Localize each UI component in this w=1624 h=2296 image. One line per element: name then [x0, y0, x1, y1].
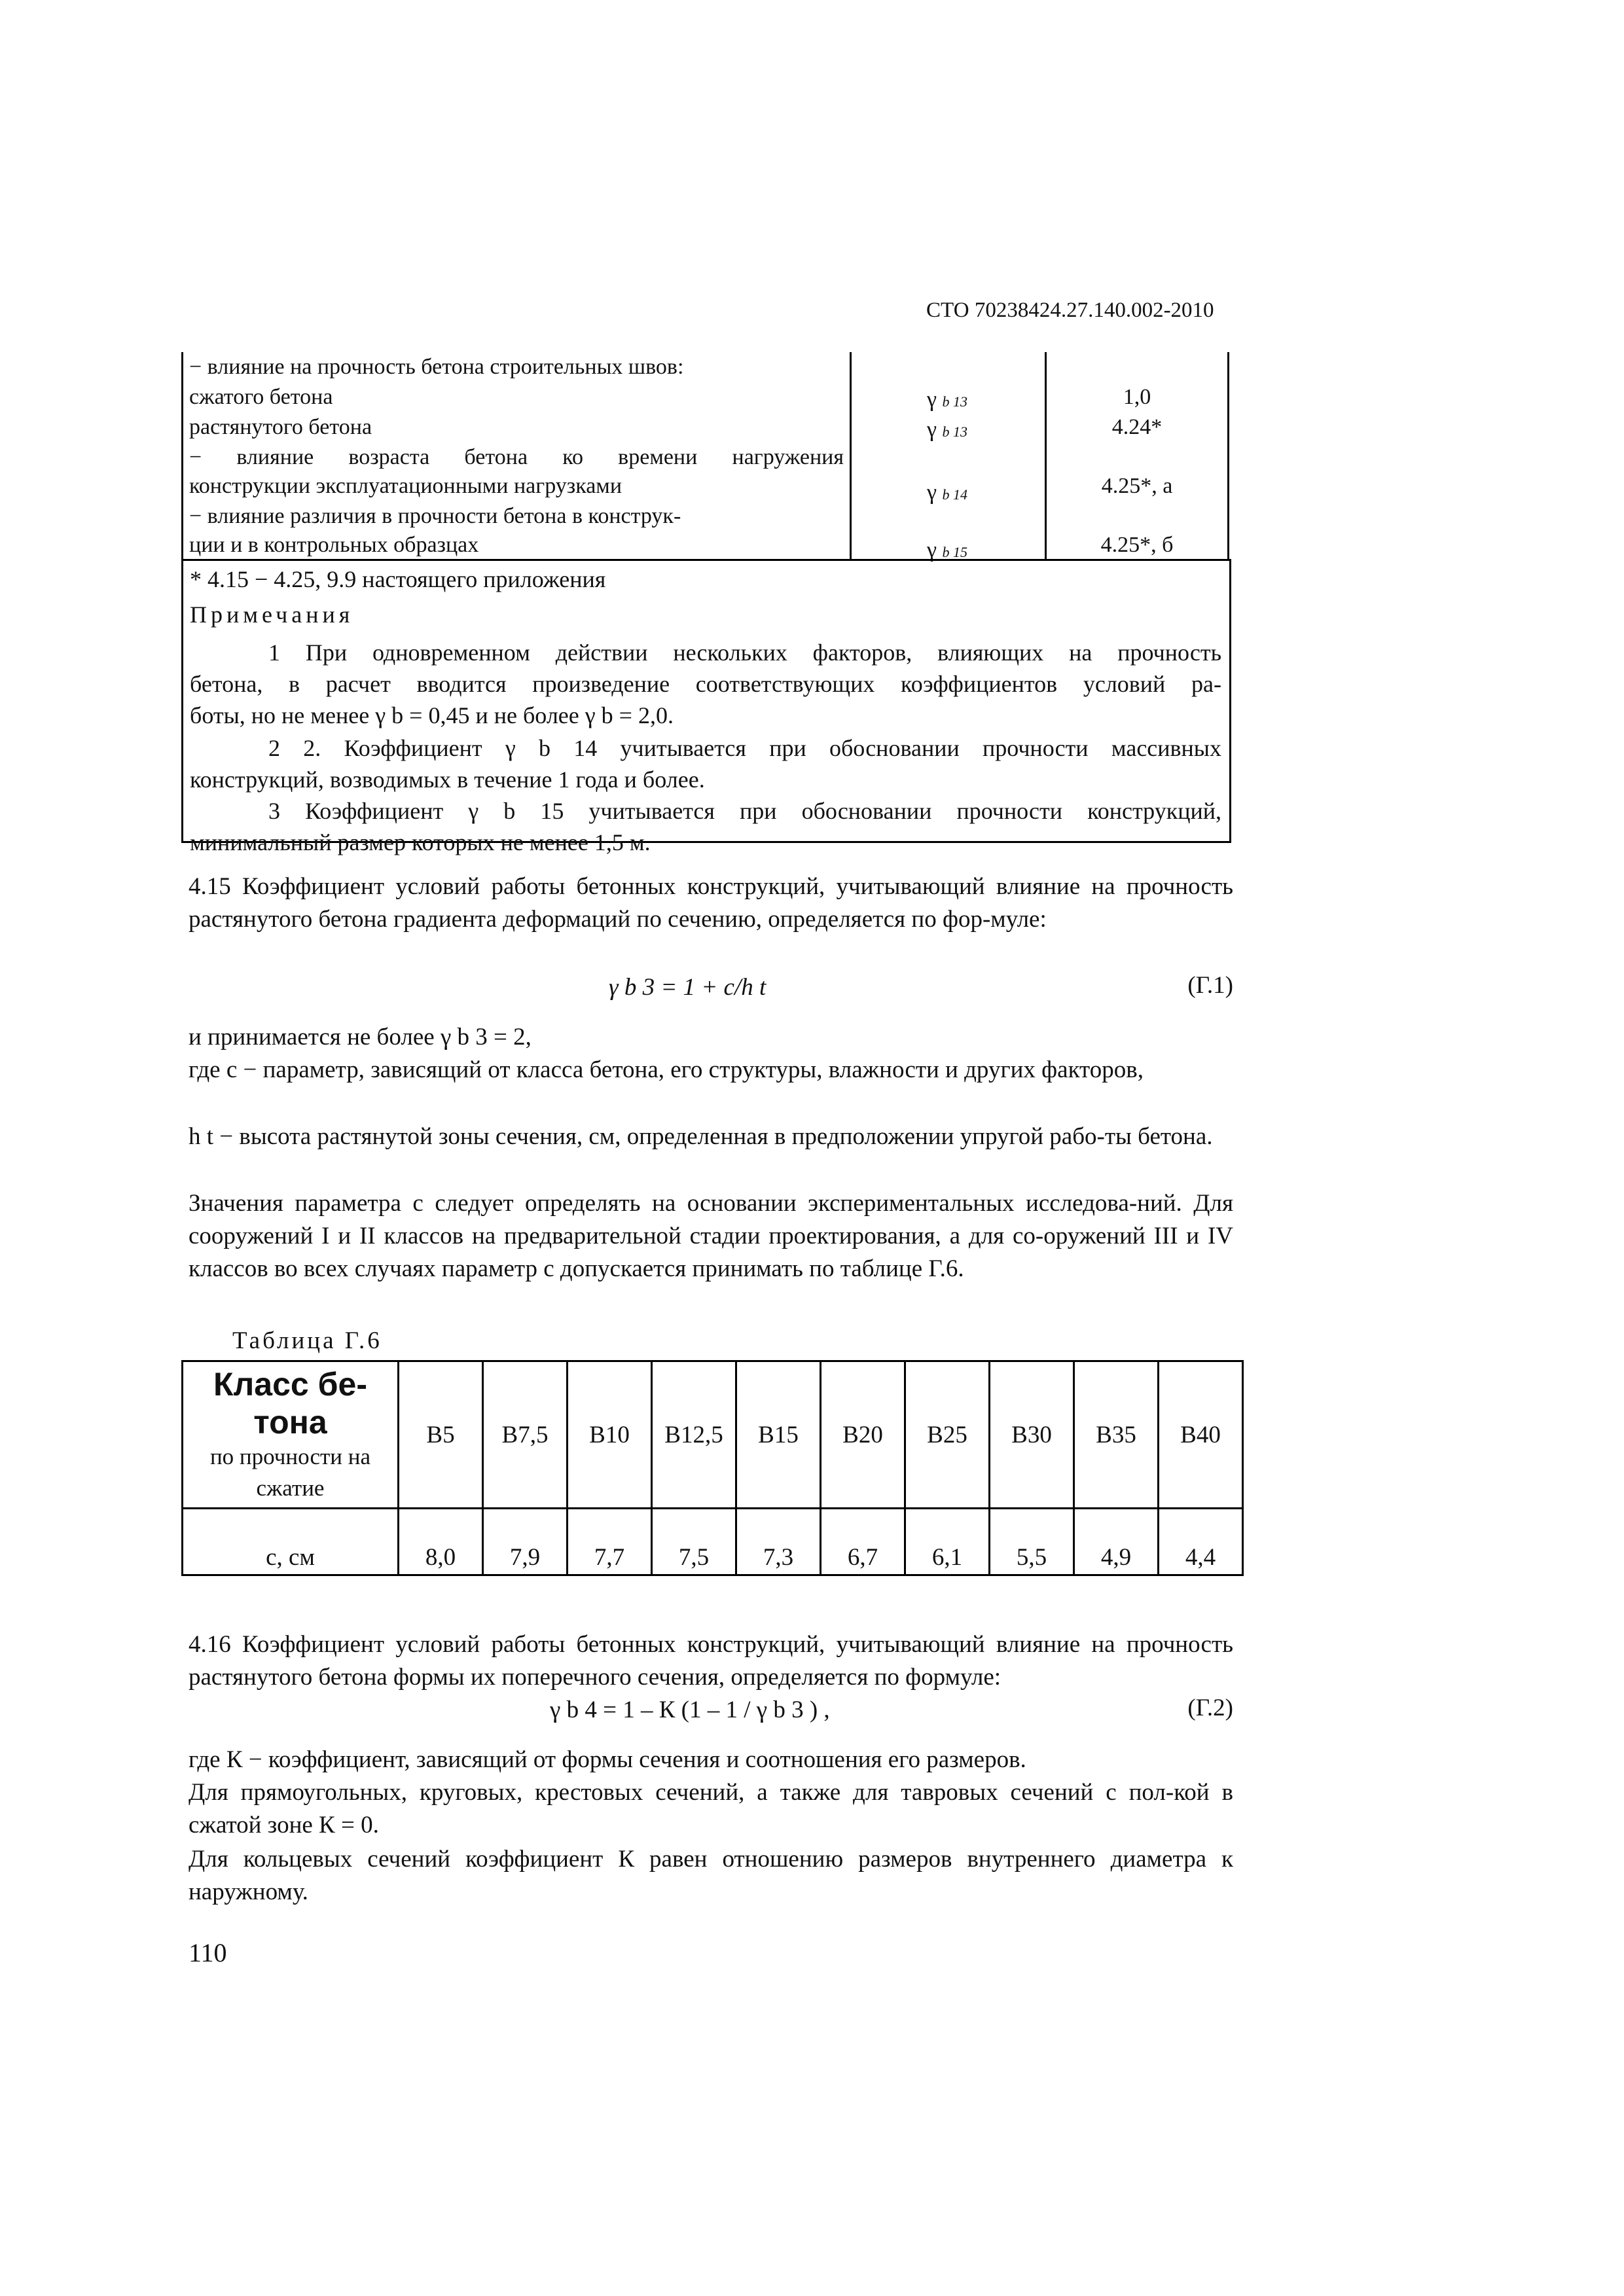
c-value-cell: 7,7	[568, 1509, 652, 1575]
document-code: СТО 70238424.27.140.002-2010	[926, 298, 1214, 322]
section-4-16-line: Для прямоугольных, круговых, крестовых сечений, а также для тавровых сечений с пол-кой в сжатой зоне К = 0.	[189, 1779, 1233, 1839]
section-4-16-line: Для кольцевых сечений коэффициент К равен отношению размеров внутреннего диаметра к наружному.	[189, 1846, 1233, 1905]
table-left-border	[181, 352, 183, 559]
table-row-text: сжатого бетона	[189, 385, 333, 409]
class-heading: Класс бе-тона	[213, 1366, 367, 1441]
table-row-text: − влияние возраста бетона ко времени нагружения	[189, 445, 844, 469]
class-cell: B20	[821, 1361, 905, 1509]
section-4-15-intro: 4.15 Коэффициент условий работы бетонных конструкций, учитывающий влияние на прочность растянутого бетона градиента деформаций по сечению, определяется по фор-муле:	[189, 873, 1233, 933]
table-g6	[181, 1360, 1244, 1576]
table-row-value: 4.25*, а	[1101, 474, 1173, 498]
section-4-15-line: где c − параметр, зависящий от класса бетона, его структуры, влажности и других факторов,	[189, 1056, 1144, 1083]
c-value-cell: 4,9	[1074, 1509, 1159, 1575]
table-row-value: 4.25*, б	[1100, 533, 1174, 557]
table-row-symbol: γ b 13	[926, 418, 968, 442]
table-g6-caption: Таблица Г.6	[232, 1327, 382, 1354]
class-cell: B30	[990, 1361, 1074, 1509]
section-4-16-intro: 4.16 Коэффициент условий работы бетонных конструкций, учитывающий влияние на прочность растянутого бетона формы их поперечного сечения, определяется по формуле:	[189, 1631, 1233, 1691]
c-value-cell: 6,7	[821, 1509, 905, 1575]
class-cell: B10	[568, 1361, 652, 1509]
formula-g1-number: (Г.1)	[1187, 972, 1233, 999]
c-value-cell: 7,5	[652, 1509, 736, 1575]
class-cell: B5	[399, 1361, 483, 1509]
c-label-cell: c, см	[183, 1509, 399, 1575]
section-4-15-line: h t − высота растянутой зоны сечения, см, определенная в предположении упругой рабо-ты бетона.	[189, 1123, 1213, 1150]
table-row-text: − влияние на прочность бетона строительных швов:	[189, 355, 684, 379]
formula-g2-number: (Г.2)	[1187, 1695, 1233, 1721]
table-row-text: растянутого бетона	[189, 415, 372, 439]
note-1: 1 При одновременном действии нескольких факторов, влияющих на прочность бетона, в расчет вводится произведение соответствующих коэффициентов условий ра- боты, но не менее γ b = 0,45 и не более γ b = 2,0.	[190, 639, 1221, 728]
c-value-cell: 7,9	[483, 1509, 568, 1575]
c-value-cell: 5,5	[990, 1509, 1074, 1575]
class-subheading: по прочности на сжатие	[209, 1444, 371, 1501]
c-value-cell: 7,3	[736, 1509, 821, 1575]
table-row-text: конструкции эксплуатационными нагрузками	[189, 474, 623, 498]
class-cell: B12,5	[652, 1361, 736, 1509]
table-row-symbol: γ b 14	[926, 480, 968, 505]
table-row	[183, 1509, 1243, 1575]
formula-g1: γ b 3 = 1 + c/h t	[609, 974, 767, 1001]
section-4-16-line: где К − коэффициент, зависящий от формы сечения и соотношения его размеров.	[189, 1746, 1026, 1773]
table-row-symbol: γ b 15	[926, 538, 968, 562]
c-value-cell: 6,1	[905, 1509, 990, 1575]
page-number: 110	[189, 1938, 227, 1967]
section-4-15-line: и принимается не более γ b 3 = 2,	[189, 1024, 532, 1050]
c-value-cell: 4,4	[1159, 1509, 1243, 1575]
note-3: 3 Коэффициент γ b 15 учитывается при обосновании прочности конструкций, минимальный размер которых не менее 1,5 м.	[190, 798, 1221, 855]
c-value-cell: 8,0	[399, 1509, 483, 1575]
table-row-value: 1,0	[1123, 385, 1151, 409]
class-cell: B15	[736, 1361, 821, 1509]
class-cell: B7,5	[483, 1361, 568, 1509]
formula-g2: γ b 4 = 1 – К (1 – 1 / γ b 3 ) ,	[550, 1696, 830, 1723]
table-header-cell	[183, 1361, 399, 1509]
table-row-text: ции и в контрольных образцах	[189, 533, 479, 557]
class-cell: B25	[905, 1361, 990, 1509]
table-footnote: * 4.15 − 4.25, 9.9 настоящего приложения	[190, 566, 606, 592]
table-row	[183, 1361, 1243, 1509]
table-row-text: − влияние различия в прочности бетона в конструк-	[189, 504, 681, 528]
note-2: 2 2. Коэффициент γ b 14 учитывается при обосновании прочности массивных конструкций, возводимых в течение 1 года и более.	[190, 735, 1221, 793]
notes-title: Примечания	[190, 601, 354, 628]
table-footnote-box	[181, 559, 1231, 855]
table-row-value: 4.24*	[1111, 415, 1163, 439]
table-column-divider-1	[850, 352, 852, 559]
coefficients-table-continuation	[181, 352, 1231, 855]
section-4-15-line: Значения параметра c следует определять на основании экспериментальных исследова-ний. Для сооружений I и II классов на предварительной стадии проектирования, а для со-оружений III и IV классов во всех случаях параметр c допускается принимать по таблице Г.6.	[189, 1190, 1233, 1282]
table-row-symbol: γ b 13	[926, 387, 968, 412]
class-cell: B35	[1074, 1361, 1159, 1509]
class-cell: B40	[1159, 1361, 1243, 1509]
